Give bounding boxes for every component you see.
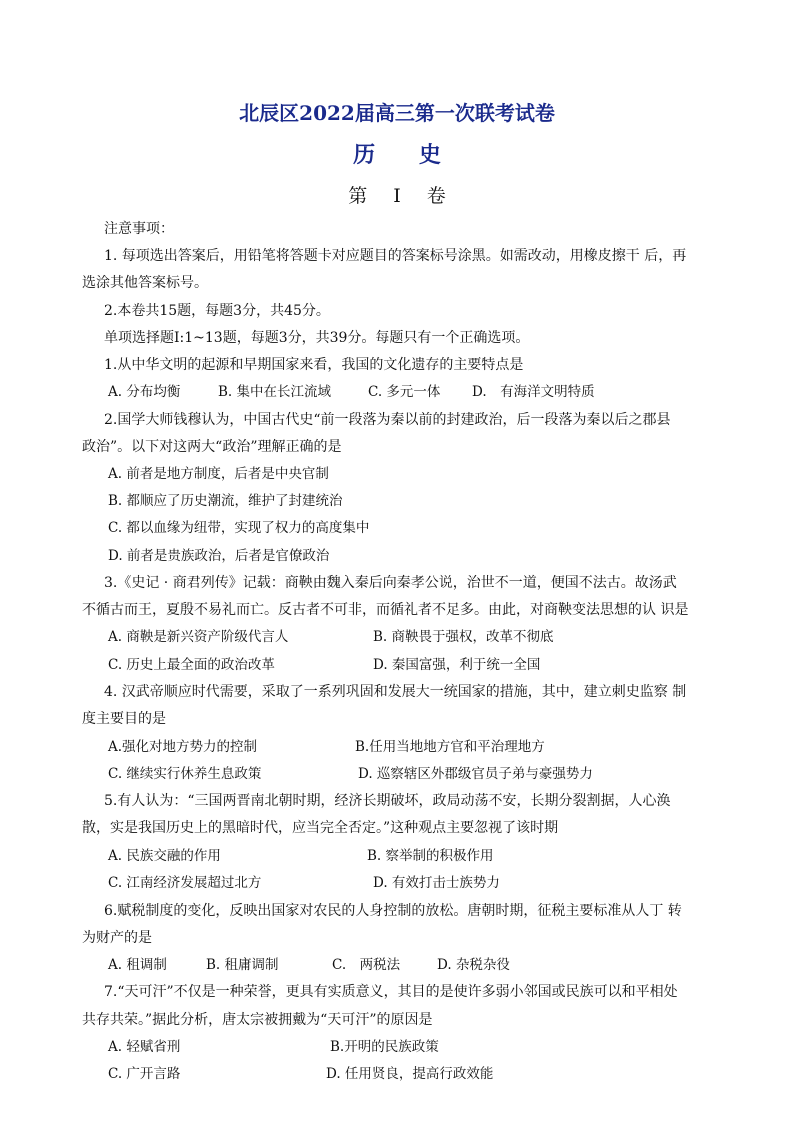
- subject-title: 历 史: [353, 142, 459, 168]
- question-7-stem-line-1: 7.“天可汗”不仅是一种荣誉，更具有实质意义，其目的是使许多弱小邻国或民族可以和平相处: [104, 984, 678, 1000]
- question-7-option-b: B.开明的民族政策: [330, 1039, 439, 1055]
- question-6-option-c: C. 两税法: [332, 957, 401, 973]
- question-5-option-c: C. 江南经济发展超过北方: [108, 875, 262, 891]
- note-item-1-line-1: 1. 每项选出答案后，用铅笔将答题卡对应题目的答案标号涂黑。如需改动，用橡皮擦干 后，再: [104, 248, 687, 264]
- question-7-option-d: D. 任用贤良，提高行政效能: [326, 1066, 494, 1082]
- question-4-option-b: B.任用当地地方官和平治理地方: [355, 739, 545, 755]
- question-4-stem-line-2: 度主要目的是: [82, 711, 166, 727]
- question-2-option-d: D. 前者是贵族政治，后者是官僚政治: [108, 548, 330, 564]
- question-5-stem-line-2: 散，实是我国历史上的黑暗时代，应当完全否定。”这种观点主要忽视了该时期: [82, 820, 559, 836]
- question-7-stem-line-2: 共存共荣。”据此分析，唐太宗被拥戴为“天可汗”的原因是: [82, 1012, 433, 1028]
- question-5-option-d: D. 有效打击士族势力: [373, 875, 500, 891]
- question-2-stem-line-2: 政治”。以下对这两大“政治”理解正确的是: [82, 439, 342, 455]
- question-2-option-b: B. 都顺应了历史潮流，维护了封建统治: [108, 493, 343, 509]
- question-1-option-d: D. 有海洋文明特质: [472, 384, 595, 400]
- question-2-option-a: A. 前者是地方制度，后者是中央官制: [108, 466, 329, 482]
- question-3-option-c: C. 历史上最全面的政治改革: [108, 657, 275, 673]
- volume-title: 第 I 卷: [348, 185, 456, 207]
- question-5-option-a: A. 民族交融的作用: [108, 848, 221, 864]
- question-3-option-a: A. 商鞅是新兴资产阶级代言人: [108, 629, 289, 645]
- question-5-stem-line-1: 5.有人认为：“三国两晋南北朝时期，经济长期破坏，政局动荡不安，长期分裂割据，人心涣: [104, 793, 671, 809]
- question-5-option-b: B. 察举制的积极作用: [367, 848, 494, 864]
- question-4-option-c: C. 继续实行休养生息政策: [108, 766, 262, 782]
- note-item-1-line-2: 选涂其他答案标号。: [82, 275, 208, 291]
- question-3-stem-line-2: 不循古而王，夏殷不易礼而亡。反古者不可非，而循礼者不足多。由此，对商鞅变法思想的认 识是: [82, 602, 689, 618]
- question-2-option-c: C. 都以血缘为纽带，实现了权力的高度集中: [108, 520, 370, 536]
- question-4-stem-line-1: 4. 汉武帝顺应时代需要，采取了一系列巩固和发展大一统国家的措施，其中，建立刺史监察 制: [104, 684, 687, 700]
- question-3-stem-line-1: 3.《史记 · 商君列传》记载：商鞅由魏入秦后向秦孝公说，治世不一道，便国不法古。故汤武: [104, 575, 677, 591]
- question-1-option-b: B. 集中在长江流域: [218, 384, 332, 400]
- question-1-option-a: A. 分布均衡: [108, 384, 181, 400]
- question-6-stem-line-2: 为财产的是: [82, 930, 152, 946]
- question-7-option-c: C. 广开言路: [108, 1066, 181, 1082]
- question-7-option-a: A. 轻赋省刑: [108, 1039, 181, 1055]
- question-1-option-c: C. 多元一体: [368, 384, 441, 400]
- question-6-option-a: A. 租调制: [108, 957, 167, 973]
- notes-heading: 注意事项：: [104, 221, 174, 237]
- question-4-option-d: D. 巡察辖区外郡级官员子弟与豪强势力: [358, 766, 593, 782]
- question-2-stem-line-1: 2.国学大师钱穆认为，中国古代史“前一段落为秦以前的封建政治，后一段落为秦以后之郡县: [104, 412, 671, 428]
- question-3-option-d: D. 秦国富强，利于统一全国: [373, 657, 541, 673]
- exam-title: 北辰区2022届高三第一次联考试卷: [239, 101, 555, 125]
- question-6-option-d: D. 杂税杂役: [437, 957, 510, 973]
- question-3-option-b: B. 商鞅畏于强权，改革不彻底: [373, 629, 554, 645]
- question-6-option-b: B. 租庸调制: [206, 957, 279, 973]
- note-item-2: 2.本卷共15题，每题3分，共45分。: [104, 303, 330, 319]
- question-1-stem: 1.从中华文明的起源和早期国家来看，我国的文化遗存的主要特点是: [104, 357, 524, 373]
- question-6-stem-line-1: 6.赋税制度的变化，反映出国家对农民的人身控制的放松。唐朝时期，征税主要标准从人丁 转: [104, 903, 682, 919]
- section-instructions: 单项选择题I:1~13题，每题3分，共39分。每题只有一个正确选项。: [104, 330, 530, 346]
- question-4-option-a: A.强化对地方势力的控制: [108, 739, 258, 755]
